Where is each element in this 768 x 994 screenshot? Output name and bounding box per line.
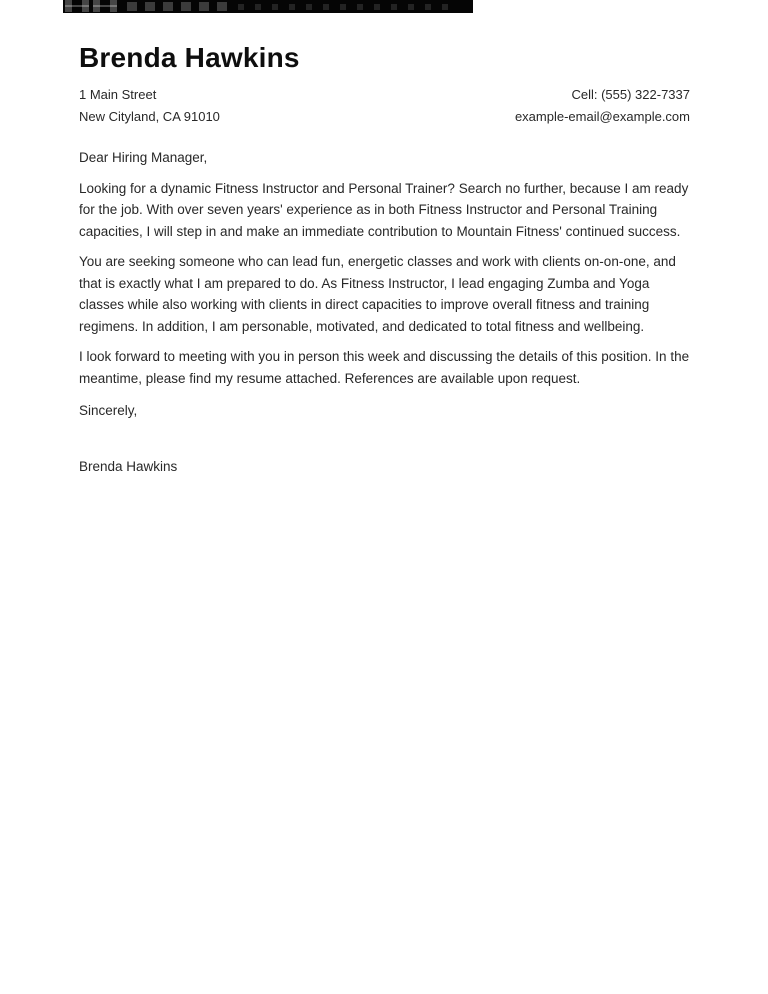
address-block	[79, 84, 220, 128]
applicant-name-heading: Brenda Hawkins	[79, 42, 300, 73]
phone-email-block	[515, 84, 690, 128]
phone-number: Cell: (555) 322-7337	[571, 87, 690, 102]
salutation: Dear Hiring Manager,	[79, 150, 208, 165]
letter-paragraph-3: I look forward to meeting with you in person this week and discussing the details of this position. In the meantime, please find my resume attached. References are available upon request.	[79, 349, 690, 386]
signature-name: Brenda Hawkins	[79, 458, 178, 474]
address-line1: 1 Main Street	[79, 87, 157, 102]
closing-line: Sincerely,	[79, 403, 138, 418]
email-address: example-email@example.com	[514, 109, 690, 124]
contact-info-row	[79, 84, 690, 128]
letter-paragraph-1: Looking for a dynamic Fitness Instructor and Personal Trainer? Search no further, because I am ready for the job. With over seven years' experience as in both Fitness Instructor and Personal Training capacities, I will step in and make an immediate contribution to Mountain Fitness' continued success.	[79, 180, 689, 239]
letter-paragraph-2: You are seeking someone who can lead fun, energetic classes and work with clients on-on-one, and that is exactly what I am prepared to do. As Fitness Instructor, I lead engaging Zumba and Yoga classes while also working with clients in direct capacities to improve overall fitness and training regimens. In addition, I am personable, motivated, and dedicated to total fitness and wellbeing.	[79, 254, 676, 334]
letter-content	[79, 0, 690, 477]
address-line2: New Cityland, CA 91010	[79, 109, 220, 124]
